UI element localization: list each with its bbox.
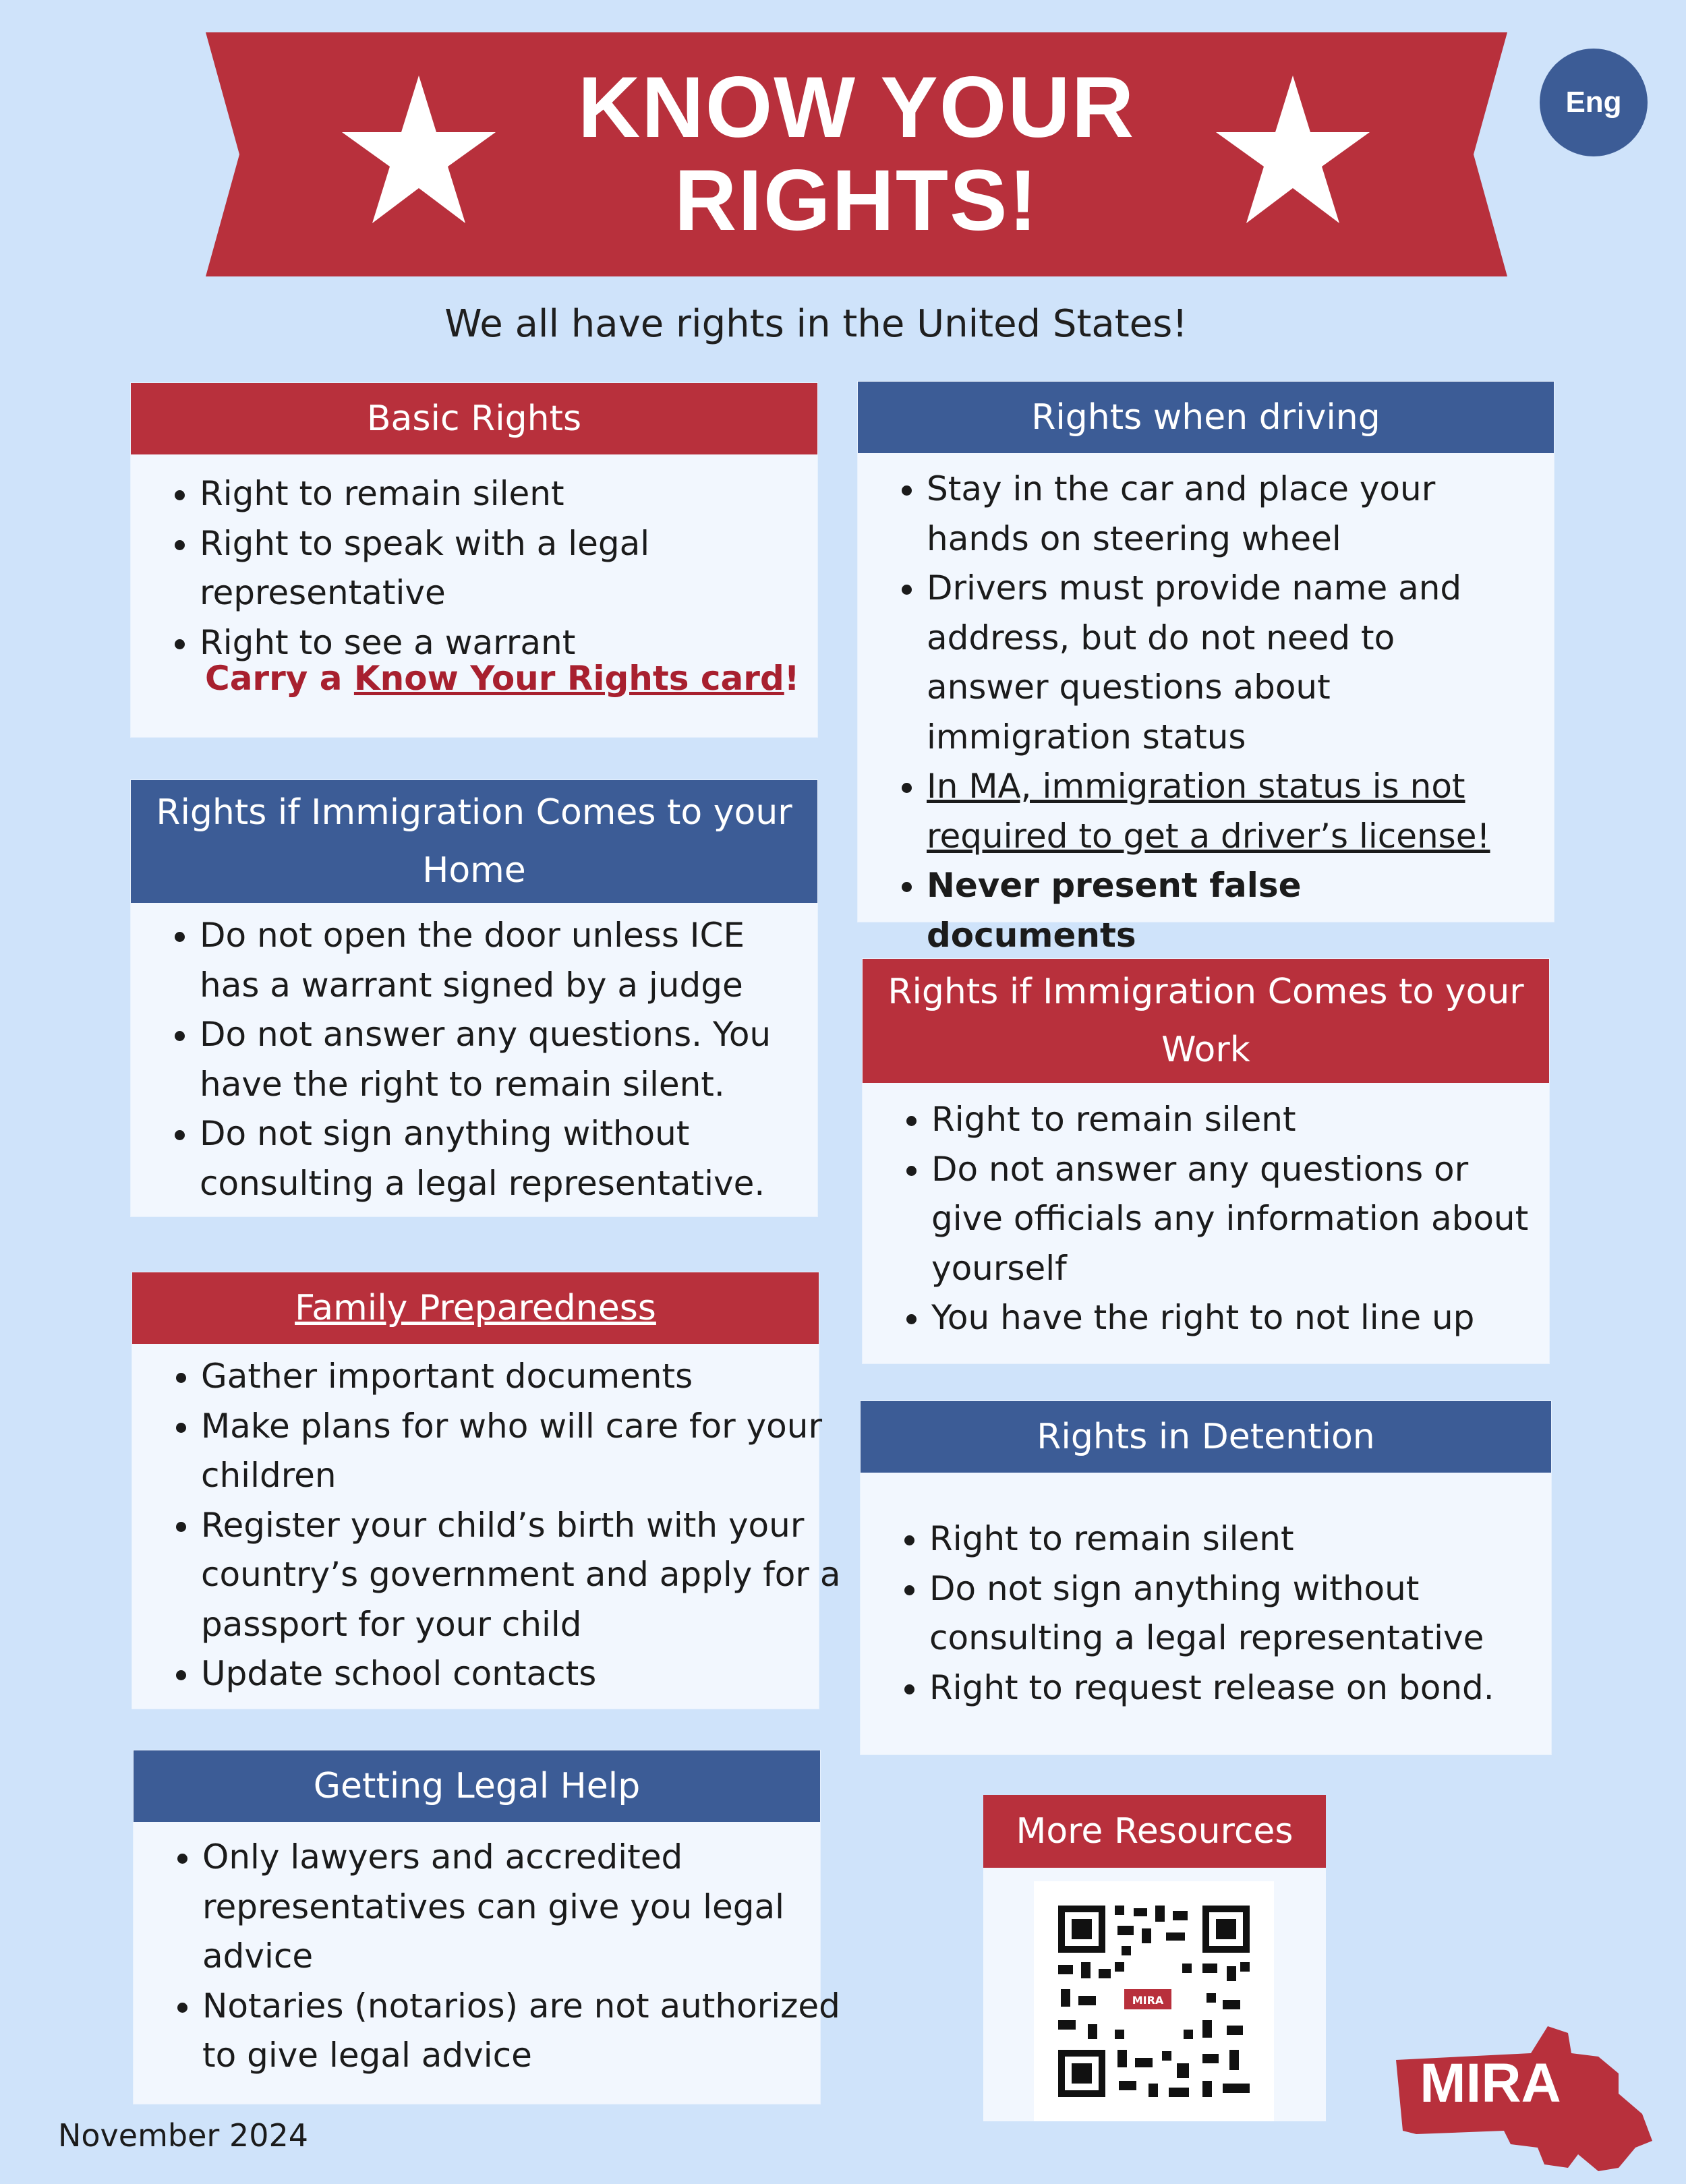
list-item: • Do not answer any questions. You have the right to remain silent. <box>200 1010 807 1109</box>
work-rights-title-line-2: Work <box>1161 1030 1250 1070</box>
list-item: • Stay in the car and place your hands on steering wheel <box>927 465 1520 564</box>
family-preparedness-header <box>132 1272 819 1344</box>
work-rights-title-line-1: Rights if Immigration Comes to your <box>888 972 1524 1012</box>
driving-rights-card <box>858 382 1554 955</box>
list-item: • Never present false documents <box>927 861 1520 960</box>
legal-help-list <box>134 1833 843 2081</box>
basic-rights-header <box>131 383 817 454</box>
list-item: • Right to speak with a legal representative <box>200 519 753 618</box>
qr-center-label: MIRA <box>1132 1994 1164 2007</box>
know-your-rights-card-link[interactable]: Know Your Rights card <box>353 659 784 698</box>
home-rights-title-line-2: Home <box>422 850 526 891</box>
list-item: • Right to request release on bond. <box>929 1663 1550 1713</box>
legal-help-card <box>134 1750 840 2104</box>
list-item: • Gather important documents <box>201 1352 862 1402</box>
carry-card-note <box>205 653 800 703</box>
mira-logo <box>1376 2013 1666 2181</box>
list-item: • Do not sign anything without consulting a legal representative <box>929 1564 1550 1663</box>
carry-suffix: ! <box>784 659 800 698</box>
list-item: • Drivers must provide name and address, but do not need to answer questions about immigration status <box>927 564 1520 762</box>
list-item: • Right to remain silent <box>931 1095 1532 1145</box>
list-item: • Only lawyers and accredited representatives can give you legal advice <box>202 1833 843 1982</box>
list-item: • Update school contacts <box>201 1649 862 1699</box>
list-item: • You have the right to not line up <box>931 1293 1532 1343</box>
family-preparedness-link[interactable]: Family Preparedness <box>295 1288 656 1328</box>
detention-rights-title: Rights in Detention <box>1037 1417 1375 1457</box>
home-rights-title-line-1: Rights if Immigration Comes to your <box>156 792 792 833</box>
massachusetts-shape-icon <box>1376 2013 1666 2181</box>
mira-logo-text: MIRA <box>1420 2053 1561 2114</box>
subtitle: We all have rights in the United States! <box>444 302 1188 346</box>
basic-rights-list <box>131 469 753 668</box>
list-item: • Do not open the door unless ICE has a warrant signed by a judge <box>200 911 807 1010</box>
detention-rights-header <box>861 1401 1551 1473</box>
family-preparedness-card <box>132 1272 841 1709</box>
language-badge[interactable]: Eng <box>1540 49 1648 156</box>
list-item: • Right to remain silent <box>200 469 753 519</box>
detention-rights-card <box>861 1401 1551 1754</box>
list-item: • Register your child’s birth with your country’s government and apply for a passport for your child <box>201 1501 862 1650</box>
carry-prefix: Carry a <box>205 659 354 698</box>
title-line-2: RIGHTS! <box>674 152 1039 249</box>
home-rights-header <box>131 780 817 903</box>
list-item: • Notaries (notarios) are not authorized to give legal advice <box>202 1982 843 2081</box>
driving-rights-list <box>858 465 1520 960</box>
list-item: • Do not sign anything without consulting a legal representative. <box>200 1109 807 1208</box>
driving-rights-title: Rights when driving <box>1031 397 1380 438</box>
basic-rights-title: Basic Rights <box>366 399 582 439</box>
more-resources-header <box>983 1795 1326 1868</box>
work-rights-card <box>863 959 1549 1363</box>
footer-date: November 2024 <box>58 2117 308 2154</box>
more-resources-title: More Resources <box>1016 1811 1293 1852</box>
qr-code[interactable] <box>1034 1881 1274 2121</box>
list-item: • Make plans for who will care for your children <box>201 1402 862 1501</box>
title-banner <box>206 32 1507 276</box>
work-rights-header <box>863 959 1549 1083</box>
basic-rights-card <box>131 383 817 737</box>
driving-rights-header <box>858 382 1554 453</box>
family-preparedness-list <box>132 1352 862 1699</box>
title-line-1: KNOW YOUR <box>577 59 1136 156</box>
page-title <box>206 32 1507 276</box>
list-item: • Right to remain silent <box>929 1514 1550 1564</box>
list-item: • Do not answer any questions or give officials any information about yourself <box>931 1145 1532 1294</box>
work-rights-list <box>863 1095 1532 1343</box>
qr-code-graphic <box>1034 1881 1274 2121</box>
home-rights-list <box>131 911 807 1208</box>
list-item: • Right to see a warrant <box>200 618 753 668</box>
legal-help-title: Getting Legal Help <box>313 1766 641 1806</box>
detention-rights-list <box>861 1514 1550 1713</box>
legal-help-header <box>134 1750 820 1822</box>
list-item: • In MA, immigration status is not required to get a driver’s license! <box>927 762 1520 861</box>
home-rights-card <box>131 780 817 1216</box>
